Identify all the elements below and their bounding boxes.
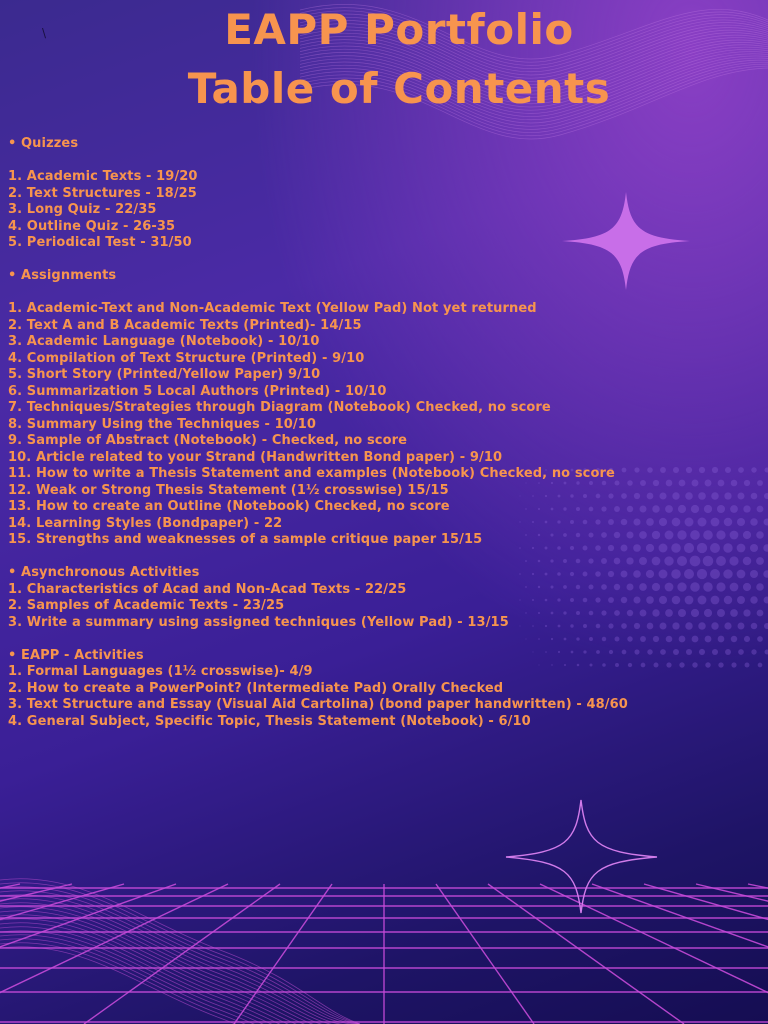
list-item: 1. Characteristics of Acad and Non-Acad Texts - 22/25	[8, 581, 407, 597]
list-item: 13. How to create an Outline (Notebook) Checked, no score	[8, 499, 450, 514]
list-item: 6. Summarization 5 Local Authors (Printed) - 10/10	[8, 383, 387, 399]
list-item: 11. How to write a Thesis Statement and examples (Notebook) Checked, no score	[8, 466, 615, 481]
list-item: 4. General Subject, Specific Topic, Thesis Statement (Notebook) - 6/10	[8, 713, 531, 729]
page-title-line1: EAPP Portfolio	[224, 5, 574, 54]
list-item: 3. Write a summary using assigned techniques (Yellow Pad) - 13/15	[8, 614, 509, 630]
wave-lines-bottom-left	[0, 879, 360, 1024]
list-item: 15. Strengths and weaknesses of a sample critique paper 15/15	[8, 532, 483, 547]
section-heading-eapp-activities: • EAPP - Activities	[8, 647, 144, 663]
list-item: 10. Article related to your Strand (Handwritten Bond paper) - 9/10	[8, 449, 503, 465]
list-item: 3. Long Quiz - 22/35	[8, 202, 157, 217]
list-item: 2. Text Structures - 18/25	[8, 185, 197, 201]
list-item: 14. Learning Styles (Bondpaper) - 22	[8, 515, 283, 531]
list-item: 5. Short Story (Printed/Yellow Paper) 9/10	[8, 367, 321, 382]
grid-floor	[0, 884, 768, 1024]
section-heading-asynchronous: • Asynchronous Activities	[8, 565, 200, 580]
page-title-line2: Table of Contents	[187, 64, 611, 113]
list-item: 2. Text A and B Academic Texts (Printed)- 14/15	[8, 317, 362, 333]
list-item: 8. Summary Using the Techniques - 10/10	[8, 416, 317, 432]
list-item: 1. Academic-Text and Non-Academic Text (Yellow Pad) Not yet returned	[8, 301, 537, 316]
list-item: 4. Compilation of Text Structure (Printed) - 9/10	[8, 350, 365, 366]
list-item: 7. Techniques/Strategies through Diagram (Notebook) Checked, no score	[8, 400, 551, 415]
table-of-contents	[8, 136, 708, 730]
list-item: 9. Sample of Abstract (Notebook) - Checked, no score	[8, 433, 408, 448]
list-item: 4. Outline Quiz - 26-35	[8, 218, 176, 234]
section-heading-assignments: • Assignments	[8, 268, 117, 283]
list-item: 1. Formal Languages (1½ crosswise)- 4/9	[8, 664, 313, 679]
list-item: 12. Weak or Strong Thesis Statement (1½ crosswise) 15/15	[8, 482, 449, 498]
sparkle-outline-icon	[506, 800, 657, 913]
stray-mark: \	[42, 26, 47, 40]
list-item: 5. Periodical Test - 31/50	[8, 235, 192, 250]
section-heading-quizzes: • Quizzes	[8, 136, 79, 151]
list-item: 2. Samples of Academic Texts - 23/25	[8, 598, 285, 613]
list-item: 3. Text Structure and Essay (Visual Aid Cartolina) (bond paper handwritten) - 48/60	[8, 697, 628, 712]
list-item: 2. How to create a PowerPoint? (Intermediate Pad) Orally Checked	[8, 680, 504, 696]
list-item: 1. Academic Texts - 19/20	[8, 169, 198, 184]
list-item: 3. Academic Language (Notebook) - 10/10	[8, 334, 320, 349]
